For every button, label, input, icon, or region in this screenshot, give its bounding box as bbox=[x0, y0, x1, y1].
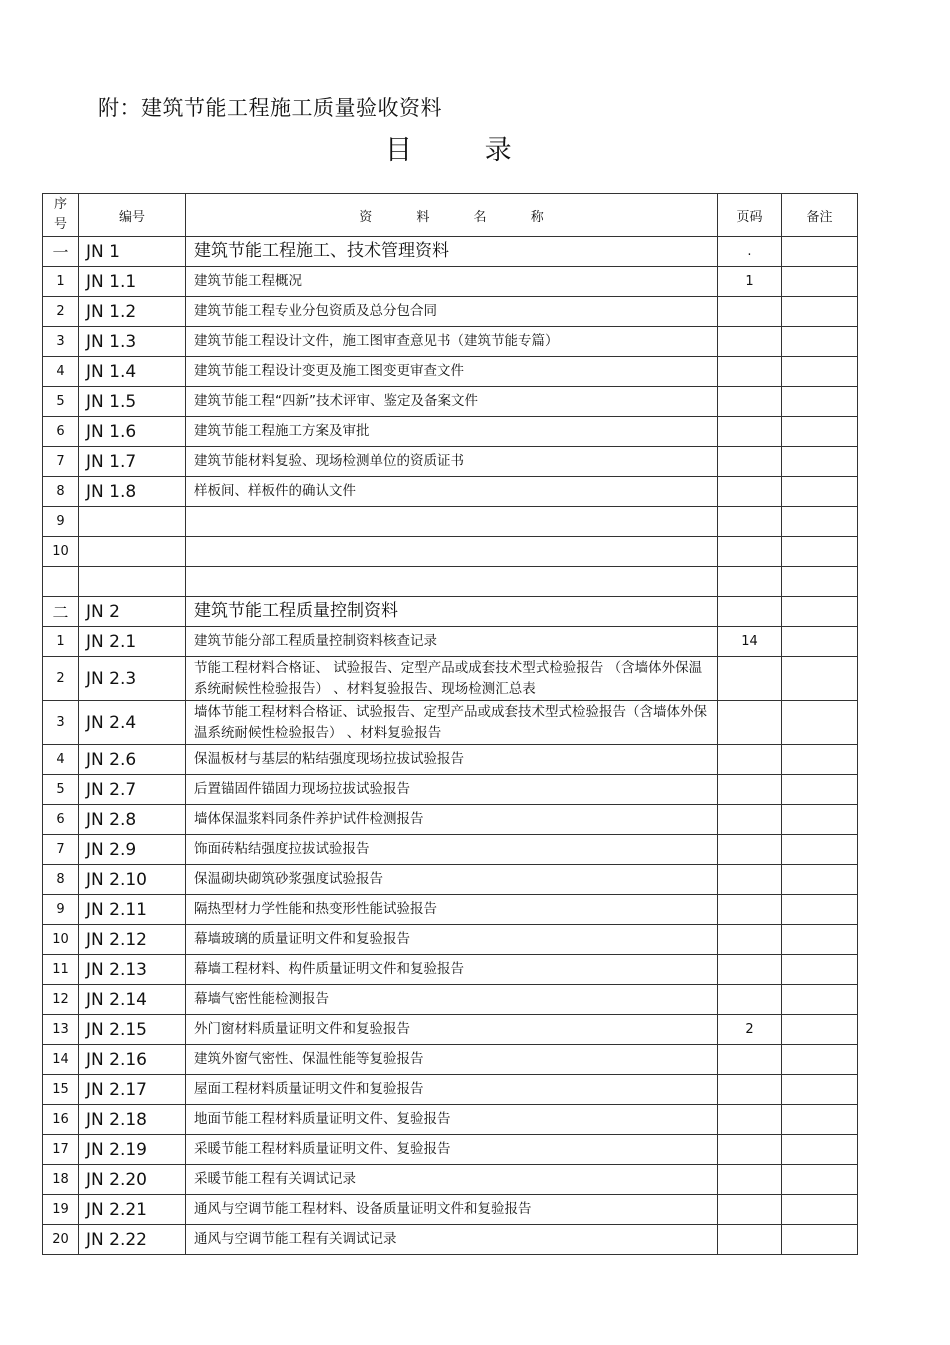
table-row bbox=[43, 701, 858, 745]
row-name: 建筑节能分部工程质量控制资料核查记录 bbox=[186, 627, 718, 657]
table-row bbox=[43, 477, 858, 507]
row-seq: 1 bbox=[43, 627, 79, 657]
document-title: 目 录 bbox=[385, 135, 544, 166]
table-row bbox=[43, 357, 858, 387]
row-seq: 8 bbox=[43, 865, 79, 895]
row-page bbox=[718, 1195, 782, 1225]
header-seq bbox=[43, 194, 79, 237]
row-seq: 13 bbox=[43, 1015, 79, 1045]
row-page bbox=[718, 567, 782, 597]
row-seq: 一 bbox=[43, 237, 79, 267]
table-row bbox=[43, 327, 858, 357]
row-page bbox=[718, 387, 782, 417]
row-name: 饰面砖粘结强度拉拔试验报告 bbox=[186, 835, 718, 865]
table-row bbox=[43, 627, 858, 657]
table-row bbox=[43, 1015, 858, 1045]
row-name: 建筑节能材料复验、现场检测单位的资质证书 bbox=[186, 447, 718, 477]
toc-table bbox=[42, 193, 858, 1255]
table-row bbox=[43, 507, 858, 537]
row-code: JN 1.8 bbox=[79, 477, 186, 507]
table-row bbox=[43, 417, 858, 447]
table-row bbox=[43, 1195, 858, 1225]
row-code bbox=[79, 507, 186, 537]
row-page bbox=[718, 925, 782, 955]
row-note bbox=[782, 1045, 858, 1075]
row-name: 建筑节能工程设计文件，施工图审查意见书（建筑节能专篇） bbox=[186, 327, 718, 357]
row-note bbox=[782, 701, 858, 745]
row-name: 墙体节能工程材料合格证、试验报告、定型产品或成套技术型式检验报告（含墙体外保温系统耐候性检验报告） 、材料复验报告 bbox=[186, 701, 718, 745]
row-seq: 11 bbox=[43, 955, 79, 985]
table-row bbox=[43, 865, 858, 895]
row-code bbox=[79, 537, 186, 567]
row-name: 建筑节能工程质量控制资料 bbox=[186, 597, 718, 627]
row-name: 建筑节能工程“四新”技术评审、鉴定及备案文件 bbox=[186, 387, 718, 417]
row-seq: 9 bbox=[43, 895, 79, 925]
row-note bbox=[782, 985, 858, 1015]
row-name: 样板间、样板件的确认文件 bbox=[186, 477, 718, 507]
header-code: 编号 bbox=[79, 194, 186, 237]
row-seq: 5 bbox=[43, 387, 79, 417]
row-seq: 16 bbox=[43, 1105, 79, 1135]
table-row bbox=[43, 447, 858, 477]
row-seq: 7 bbox=[43, 447, 79, 477]
header-seq-line1: 序 bbox=[53, 197, 67, 212]
row-code: JN 2.9 bbox=[79, 835, 186, 865]
row-code: JN 1.6 bbox=[79, 417, 186, 447]
row-note bbox=[782, 387, 858, 417]
row-seq: 6 bbox=[43, 805, 79, 835]
table-row bbox=[43, 895, 858, 925]
row-page bbox=[718, 1045, 782, 1075]
row-page bbox=[718, 327, 782, 357]
row-code: JN 2.20 bbox=[79, 1165, 186, 1195]
row-seq: 2 bbox=[43, 657, 79, 701]
row-seq: 5 bbox=[43, 775, 79, 805]
row-code: JN 2.15 bbox=[79, 1015, 186, 1045]
row-note bbox=[782, 925, 858, 955]
table-row bbox=[43, 955, 858, 985]
row-page bbox=[718, 895, 782, 925]
row-note bbox=[782, 1195, 858, 1225]
row-page bbox=[718, 597, 782, 627]
table-row bbox=[43, 1165, 858, 1195]
row-seq: 14 bbox=[43, 1045, 79, 1075]
row-page bbox=[718, 657, 782, 701]
row-page bbox=[718, 701, 782, 745]
row-page bbox=[718, 1135, 782, 1165]
row-code: JN 1.5 bbox=[79, 387, 186, 417]
table-row bbox=[43, 297, 858, 327]
row-page: 1 bbox=[718, 267, 782, 297]
row-code: JN 2.17 bbox=[79, 1075, 186, 1105]
table-row bbox=[43, 267, 858, 297]
table-row bbox=[43, 775, 858, 805]
row-note bbox=[782, 237, 858, 267]
row-name: 保温板材与基层的粘结强度现场拉拔试验报告 bbox=[186, 745, 718, 775]
table-row bbox=[43, 985, 858, 1015]
row-page bbox=[718, 537, 782, 567]
row-name: 建筑节能工程施工方案及审批 bbox=[186, 417, 718, 447]
row-seq: 6 bbox=[43, 417, 79, 447]
row-note bbox=[782, 1135, 858, 1165]
row-name: 屋面工程材料质量证明文件和复验报告 bbox=[186, 1075, 718, 1105]
row-seq: 3 bbox=[43, 327, 79, 357]
row-name: 幕墙工程材料、构件质量证明文件和复验报告 bbox=[186, 955, 718, 985]
header-seq-line2: 号 bbox=[53, 217, 67, 232]
row-code: JN 2.18 bbox=[79, 1105, 186, 1135]
row-name: 保温砌块砌筑砂浆强度试验报告 bbox=[186, 865, 718, 895]
row-note bbox=[782, 447, 858, 477]
row-name: 通风与空调节能工程有关调试记录 bbox=[186, 1225, 718, 1255]
row-page bbox=[718, 447, 782, 477]
row-page bbox=[718, 955, 782, 985]
row-note bbox=[782, 1015, 858, 1045]
row-note bbox=[782, 477, 858, 507]
row-code: JN 2.7 bbox=[79, 775, 186, 805]
row-name: 幕墙玻璃的质量证明文件和复验报告 bbox=[186, 925, 718, 955]
row-seq: 17 bbox=[43, 1135, 79, 1165]
row-seq: 20 bbox=[43, 1225, 79, 1255]
row-code: JN 1 bbox=[79, 237, 186, 267]
row-name bbox=[186, 537, 718, 567]
row-seq: 3 bbox=[43, 701, 79, 745]
row-name: 建筑节能工程概况 bbox=[186, 267, 718, 297]
row-page: . bbox=[718, 237, 782, 267]
row-note bbox=[782, 597, 858, 627]
row-page bbox=[718, 477, 782, 507]
row-seq: 2 bbox=[43, 297, 79, 327]
document-heading: 附：建筑节能工程施工质量验收资料 bbox=[98, 96, 442, 120]
row-code bbox=[79, 567, 186, 597]
row-note bbox=[782, 955, 858, 985]
row-name: 节能工程材料合格证、 试验报告、定型产品或成套技术型式检验报告 （含墙体外保温系统耐候性检验报告） 、材料复验报告、现场检测汇总表 bbox=[186, 657, 718, 701]
row-code: JN 2.10 bbox=[79, 865, 186, 895]
row-note bbox=[782, 537, 858, 567]
row-note bbox=[782, 627, 858, 657]
row-name: 墙体保温浆料同条件养护试件检测报告 bbox=[186, 805, 718, 835]
row-note bbox=[782, 507, 858, 537]
row-page bbox=[718, 835, 782, 865]
row-seq: 15 bbox=[43, 1075, 79, 1105]
row-page: 14 bbox=[718, 627, 782, 657]
row-note bbox=[782, 1105, 858, 1135]
row-note bbox=[782, 1075, 858, 1105]
row-note bbox=[782, 1225, 858, 1255]
row-name bbox=[186, 567, 718, 597]
row-name: 地面节能工程材料质量证明文件、复验报告 bbox=[186, 1105, 718, 1135]
row-seq: 1 bbox=[43, 267, 79, 297]
row-code: JN 2.3 bbox=[79, 657, 186, 701]
row-page bbox=[718, 297, 782, 327]
row-note bbox=[782, 835, 858, 865]
row-seq: 二 bbox=[43, 597, 79, 627]
row-seq: 7 bbox=[43, 835, 79, 865]
row-note bbox=[782, 1165, 858, 1195]
row-page bbox=[718, 745, 782, 775]
row-code: JN 2.11 bbox=[79, 895, 186, 925]
row-seq: 4 bbox=[43, 357, 79, 387]
row-code: JN 2.19 bbox=[79, 1135, 186, 1165]
row-name: 建筑外窗气密性、保温性能等复验报告 bbox=[186, 1045, 718, 1075]
row-code: JN 1.7 bbox=[79, 447, 186, 477]
row-name: 隔热型材力学性能和热变形性能试验报告 bbox=[186, 895, 718, 925]
row-code: JN 2.13 bbox=[79, 955, 186, 985]
row-seq: 10 bbox=[43, 925, 79, 955]
row-code: JN 2.21 bbox=[79, 1195, 186, 1225]
header-page: 页码 bbox=[718, 194, 782, 237]
row-name: 幕墙气密性能检测报告 bbox=[186, 985, 718, 1015]
row-name bbox=[186, 507, 718, 537]
row-code: JN 2.8 bbox=[79, 805, 186, 835]
row-name: 采暖节能工程材料质量证明文件、复验报告 bbox=[186, 1135, 718, 1165]
row-name: 后置锚固件锚固力现场拉拔试验报告 bbox=[186, 775, 718, 805]
row-code: JN 1.1 bbox=[79, 267, 186, 297]
row-seq: 10 bbox=[43, 537, 79, 567]
row-page bbox=[718, 507, 782, 537]
row-page bbox=[718, 1075, 782, 1105]
table-header-row bbox=[43, 194, 858, 237]
row-seq: 19 bbox=[43, 1195, 79, 1225]
table-row bbox=[43, 387, 858, 417]
row-note bbox=[782, 327, 858, 357]
row-seq: 8 bbox=[43, 477, 79, 507]
row-code: JN 2.16 bbox=[79, 1045, 186, 1075]
row-page bbox=[718, 417, 782, 447]
table-row bbox=[43, 1045, 858, 1075]
row-code: JN 2.12 bbox=[79, 925, 186, 955]
row-page: 2 bbox=[718, 1015, 782, 1045]
row-page bbox=[718, 775, 782, 805]
table-row bbox=[43, 1135, 858, 1165]
row-code: JN 2.14 bbox=[79, 985, 186, 1015]
row-note bbox=[782, 567, 858, 597]
row-note bbox=[782, 267, 858, 297]
row-code: JN 2.4 bbox=[79, 701, 186, 745]
row-seq: 4 bbox=[43, 745, 79, 775]
row-seq: 9 bbox=[43, 507, 79, 537]
row-code: JN 2.22 bbox=[79, 1225, 186, 1255]
header-note: 备注 bbox=[782, 194, 858, 237]
row-page bbox=[718, 985, 782, 1015]
row-note bbox=[782, 775, 858, 805]
row-name: 建筑节能工程施工、技术管理资料 bbox=[186, 237, 718, 267]
header-name: 资 料 名 称 bbox=[186, 194, 718, 237]
row-seq: 18 bbox=[43, 1165, 79, 1195]
table-row bbox=[43, 835, 858, 865]
row-note bbox=[782, 417, 858, 447]
row-note bbox=[782, 805, 858, 835]
table-row bbox=[43, 925, 858, 955]
row-seq: 12 bbox=[43, 985, 79, 1015]
row-note bbox=[782, 357, 858, 387]
section-row bbox=[43, 237, 858, 267]
row-page bbox=[718, 357, 782, 387]
row-code: JN 2.6 bbox=[79, 745, 186, 775]
table-row bbox=[43, 657, 858, 701]
row-page bbox=[718, 865, 782, 895]
table-row bbox=[43, 567, 858, 597]
row-note bbox=[782, 745, 858, 775]
row-page bbox=[718, 1105, 782, 1135]
table-row bbox=[43, 1105, 858, 1135]
row-name: 建筑节能工程专业分包资质及总分包合同 bbox=[186, 297, 718, 327]
row-page bbox=[718, 805, 782, 835]
table-row bbox=[43, 1225, 858, 1255]
row-note bbox=[782, 297, 858, 327]
row-note bbox=[782, 865, 858, 895]
row-code: JN 1.2 bbox=[79, 297, 186, 327]
table-row bbox=[43, 805, 858, 835]
row-name: 建筑节能工程设计变更及施工图变更审查文件 bbox=[186, 357, 718, 387]
row-page bbox=[718, 1165, 782, 1195]
section-row bbox=[43, 597, 858, 627]
row-note bbox=[782, 895, 858, 925]
row-code: JN 2.1 bbox=[79, 627, 186, 657]
row-code: JN 2 bbox=[79, 597, 186, 627]
row-note bbox=[782, 657, 858, 701]
row-name: 外门窗材料质量证明文件和复验报告 bbox=[186, 1015, 718, 1045]
row-seq bbox=[43, 567, 79, 597]
row-name: 通风与空调节能工程材料、设备质量证明文件和复验报告 bbox=[186, 1195, 718, 1225]
row-code: JN 1.3 bbox=[79, 327, 186, 357]
table-row bbox=[43, 537, 858, 567]
row-name: 采暖节能工程有关调试记录 bbox=[186, 1165, 718, 1195]
row-page bbox=[718, 1225, 782, 1255]
table-row bbox=[43, 745, 858, 775]
row-code: JN 1.4 bbox=[79, 357, 186, 387]
table-row bbox=[43, 1075, 858, 1105]
